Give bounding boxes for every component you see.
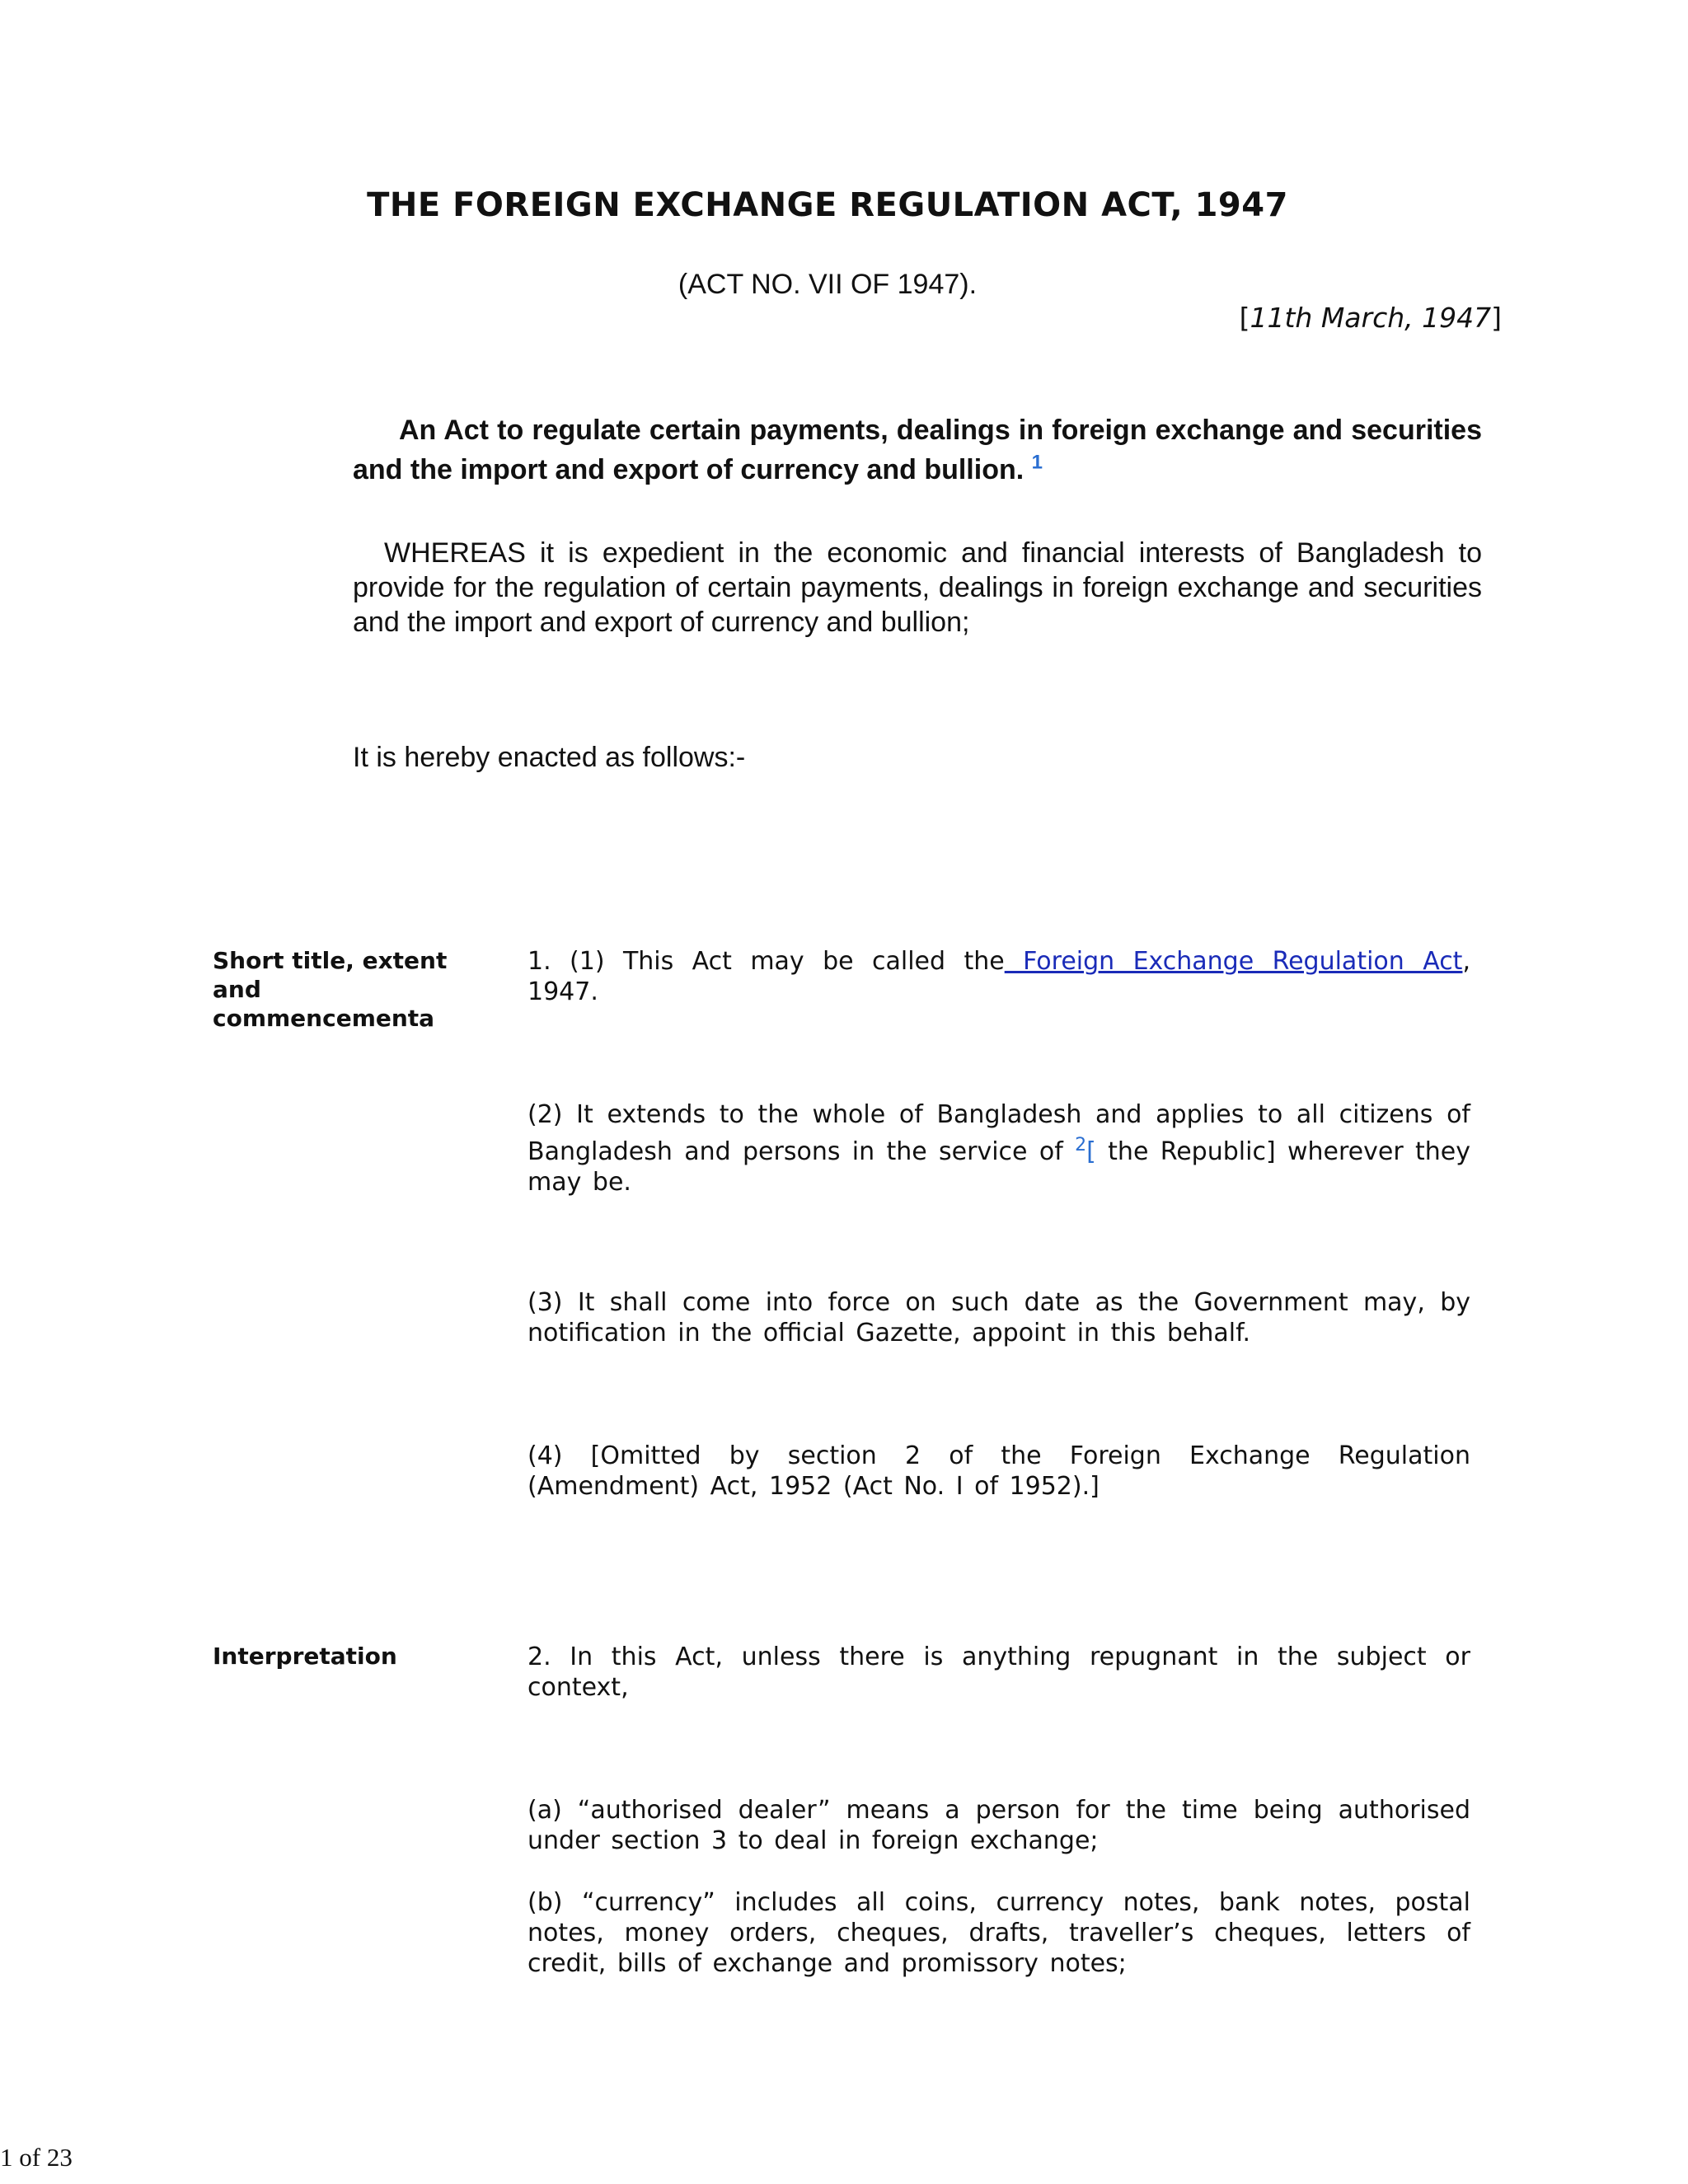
section-2-heading: Interpretation	[213, 1643, 397, 1670]
act-title: THE FOREIGN EXCHANGE REGULATION ACT, 1947	[367, 186, 1288, 224]
long-title-text: An Act to regulate certain payments, dealings in foreign exchange and securities and the import and export of currency and bullion.	[353, 415, 1482, 485]
section-1-subsection-3: (3) It shall come into force on such date as the Government may, by notification in the official Gazette, appoint in this behalf.	[528, 1288, 1470, 1347]
section-1-subsection-4: (4) [Omitted by section 2 of the Foreign Exchange Regulation (Amendment) Act, 1952 (Act No. I of 1952).]	[528, 1441, 1470, 1501]
section-1-sub2-rest: the Republic] wherever they may be.	[528, 1137, 1470, 1197]
long-title	[353, 410, 1482, 490]
act-date-text: 11th March, 1947	[1250, 302, 1492, 334]
footnote-1-link[interactable]: 1	[1031, 451, 1043, 474]
preamble: WHEREAS it is expedient in the economic and financial interests of Bangladesh to provide for the regulation of certain payments, dealings in foreign exchange and securities and the import and export of currency and bullion;	[353, 537, 1482, 638]
footnote-2-bracket: [	[1086, 1137, 1096, 1166]
act-title-link[interactable]: Foreign Exchange Regulation Act	[1004, 947, 1463, 976]
section-1-sub1-text: 1. (1) This Act may be called the	[528, 947, 1005, 976]
act-date: [11th March, 1947]	[1239, 302, 1502, 334]
enacting-clause: It is hereby enacted as follows:-	[353, 742, 746, 773]
section-2-clause-a: (a) “authorised dealer” means a person for the time being authorised under section 3 to deal in foreign exchange;	[528, 1796, 1470, 1855]
section-1-sub2-text: (2) It extends to the whole of Bangladesh and applies to all citizens of Bangladesh and persons in the service of	[528, 1100, 1470, 1166]
page-counter: 1 of 23	[0, 2143, 73, 2172]
section-1-sub1-year: , 1947.	[528, 947, 1470, 1006]
footnote-2-link[interactable]	[1075, 1137, 1096, 1166]
section-1-subsection-2	[528, 1099, 1470, 1197]
section-2-intro: 2. In this Act, unless there is anything repugnant in the subject or context,	[528, 1643, 1470, 1702]
section-2-clause-b: (b) “currency” includes all coins, currency notes, bank notes, postal notes, money orders, cheques, drafts, traveller’s cheques, letters of credit, bills of exchange and promissory notes;	[528, 1888, 1470, 1978]
act-number: (ACT NO. VII OF 1947).	[678, 269, 978, 300]
section-1-subsection-1	[528, 946, 1470, 1007]
footnote-2-number: 2	[1075, 1135, 1087, 1155]
section-1-heading: Short title, extent and commencementa	[213, 947, 448, 1032]
